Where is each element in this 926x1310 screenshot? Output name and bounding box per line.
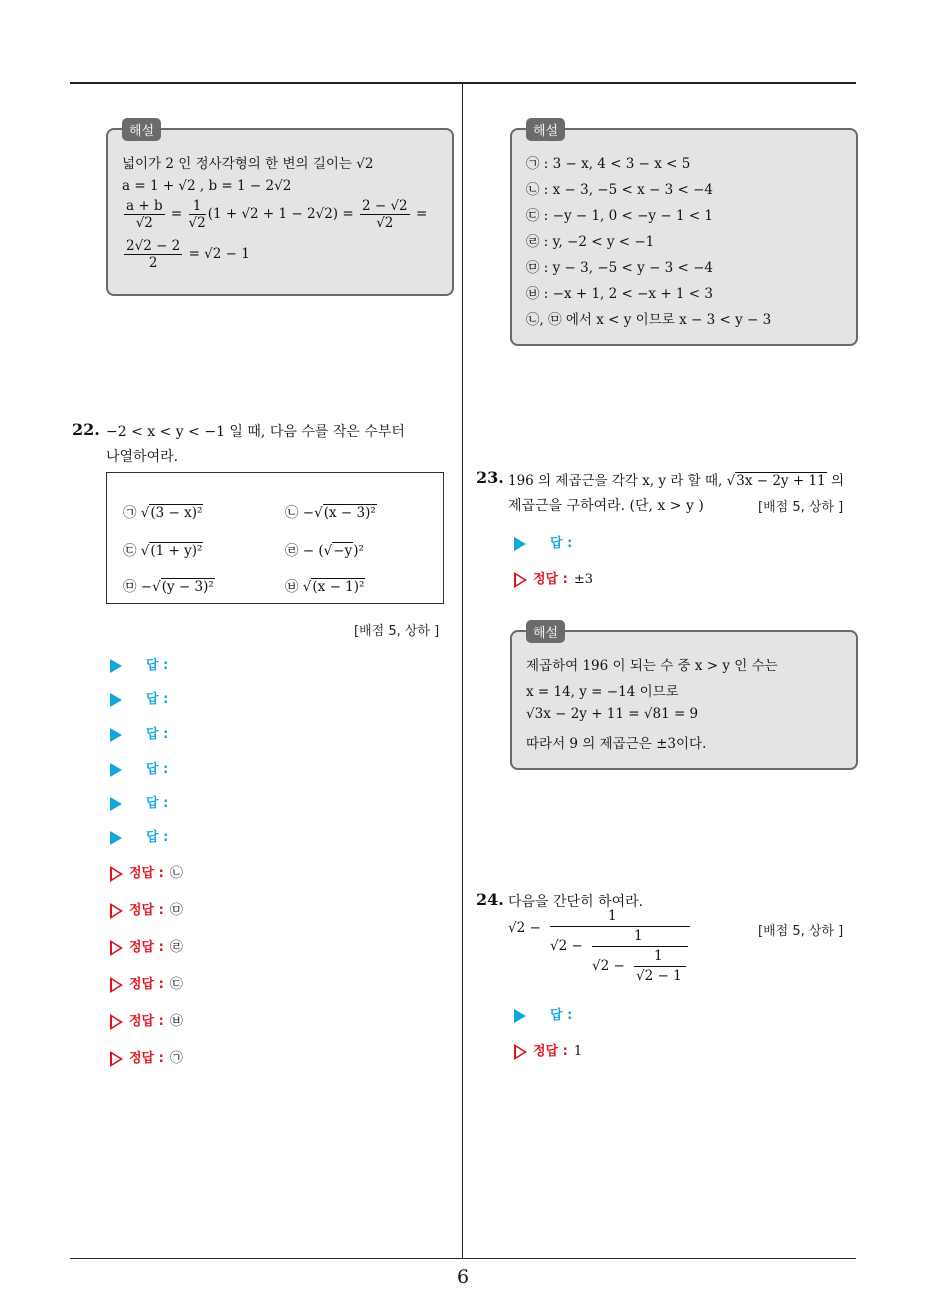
question-text: 제곱근을 구하여라. (단, x > y ) <box>508 498 704 514</box>
play-icon <box>110 693 122 707</box>
explanation-line: ㉠ : 3 − x, 4 < 3 − x < 5 <box>526 156 691 172</box>
explanation-tag: 해설 <box>526 118 565 141</box>
explanation-line: ㉥ : −x + 1, 2 < −x + 1 < 3 <box>526 286 713 302</box>
play-icon <box>110 728 122 742</box>
question-text: 나열하여라. <box>106 449 179 465</box>
answer-row: 답 : <box>110 758 168 777</box>
option-2: ㉡ −√(x − 3)² <box>285 505 376 521</box>
explanation-line: 따라서 9 의 제곱근은 ±3이다. <box>526 736 707 752</box>
play-icon <box>514 537 526 551</box>
correct-answer-row: 정답 : 1 <box>514 1040 582 1060</box>
expression: = √2 − 1 <box>188 246 250 262</box>
outline-play-icon <box>110 1051 123 1067</box>
fraction: $\frac{2√2 - 2}{2}$ <box>126 238 181 271</box>
option-4: ㉣ − (√−y)² <box>285 543 364 559</box>
explanation-line: √3x − 2y + 11 = √81 = 9 <box>526 706 699 722</box>
option-3: ㉢ √(1 + y)² <box>123 543 203 559</box>
equals-sign: = <box>415 206 428 222</box>
score-label: [배점 5, 상하 ] <box>758 500 844 515</box>
question-text: 196 의 제곱근을 각각 x, y 라 할 때, √3x − 2y + 11 의 <box>508 473 844 489</box>
explanation-equation <box>122 198 427 231</box>
explanation-line: ㉤ : y − 3, −5 < y − 3 < −4 <box>526 260 714 276</box>
correct-answer-row: 정답 : ㉢ <box>110 973 183 993</box>
explanation-line: x = 14, y = −14 이므로 <box>526 684 679 700</box>
answer-row: 답 : <box>110 826 168 845</box>
answer-row: 답 : <box>514 1004 572 1023</box>
outline-play-icon <box>110 1014 123 1030</box>
answer-row: 답 : <box>110 654 168 673</box>
play-icon <box>110 831 122 845</box>
option-6: ㉥ √(x − 1)² <box>285 579 365 595</box>
correct-answer-row: 정답 : ㉤ <box>110 899 183 919</box>
explanation-line: a = 1 + √2 , b = 1 − 2√2 <box>122 178 292 194</box>
question-number: 23. <box>476 468 504 487</box>
outline-play-icon <box>514 1044 527 1060</box>
explanation-box-21 <box>106 124 454 296</box>
correct-answer-row: 정답 : ㉣ <box>110 936 183 956</box>
top-rule <box>70 82 856 84</box>
answer-row: 답 : <box>110 688 168 707</box>
fraction: $\frac{a + b}{√2}$ <box>126 198 163 231</box>
equals-sign: = <box>170 206 183 222</box>
answer-row: 답 : <box>514 532 572 551</box>
explanation-line: ㉣ : y, −2 < y < −1 <box>526 234 655 250</box>
explanation-line: ㉡, ㉤ 에서 x < y 이므로 x − 3 < y − 3 <box>526 312 772 328</box>
outline-play-icon <box>514 572 527 588</box>
expression: (1 + √2 + 1 − 2√2) = <box>207 206 354 222</box>
explanation-box-23 <box>510 626 858 770</box>
explanation-line: ㉢ : −y − 1, 0 < −y − 1 < 1 <box>526 208 714 224</box>
correct-answer-row: 정답 : ±3 <box>514 568 593 588</box>
outline-play-icon <box>110 866 123 882</box>
explanation-tag: 해설 <box>122 118 161 141</box>
explanation-line: ㉡ : x − 3, −5 < x − 3 < −4 <box>526 182 713 198</box>
question-text: −2 < x < y < −1 일 때, 다음 수를 작은 수부터 <box>106 424 405 440</box>
explanation-tag: 해설 <box>526 620 565 643</box>
outline-play-icon <box>110 940 123 956</box>
outline-play-icon <box>110 903 123 919</box>
question-number: 22. <box>72 420 100 439</box>
explanation-line: 넓이가 2 인 정사각형의 한 변의 길이는 √2 <box>122 156 374 172</box>
play-icon <box>514 1009 526 1023</box>
column-divider <box>462 83 463 1259</box>
bottom-rule <box>70 1258 856 1259</box>
explanation-line: 제곱하여 196 이 되는 수 중 x > y 인 수는 <box>526 658 778 674</box>
explanation-equation <box>122 238 250 271</box>
question-number: 24. <box>476 890 504 909</box>
play-icon <box>110 659 122 673</box>
page-number: 6 <box>456 1266 470 1288</box>
correct-answer-row: 정답 : ㉡ <box>110 862 183 882</box>
question-text: 다음을 간단히 하여라. <box>508 894 644 910</box>
option-1: ㉠ √(3 − x)² <box>123 505 203 521</box>
fraction: $\frac{2 - √2}{√2}$ <box>361 198 408 231</box>
continued-fraction: √2 − 1 √2 − 1 √2 − 1 √2 − 1 <box>508 908 698 988</box>
score-label: [배점 5, 상하 ] <box>354 624 440 639</box>
score-label: [배점 5, 상하 ] <box>758 924 844 939</box>
answer-row: 답 : <box>110 723 168 742</box>
correct-answer-row: 정답 : ㉥ <box>110 1010 183 1030</box>
play-icon <box>110 763 122 777</box>
option-5: ㉤ −√(y − 3)² <box>123 579 214 595</box>
correct-answer-row: 정답 : ㉠ <box>110 1047 183 1067</box>
fraction: $\frac{1}{√2}$ <box>188 198 206 231</box>
play-icon <box>110 797 122 811</box>
options-box <box>106 472 444 604</box>
answer-row: 답 : <box>110 792 168 811</box>
outline-play-icon <box>110 977 123 993</box>
explanation-box-22 <box>510 124 858 346</box>
